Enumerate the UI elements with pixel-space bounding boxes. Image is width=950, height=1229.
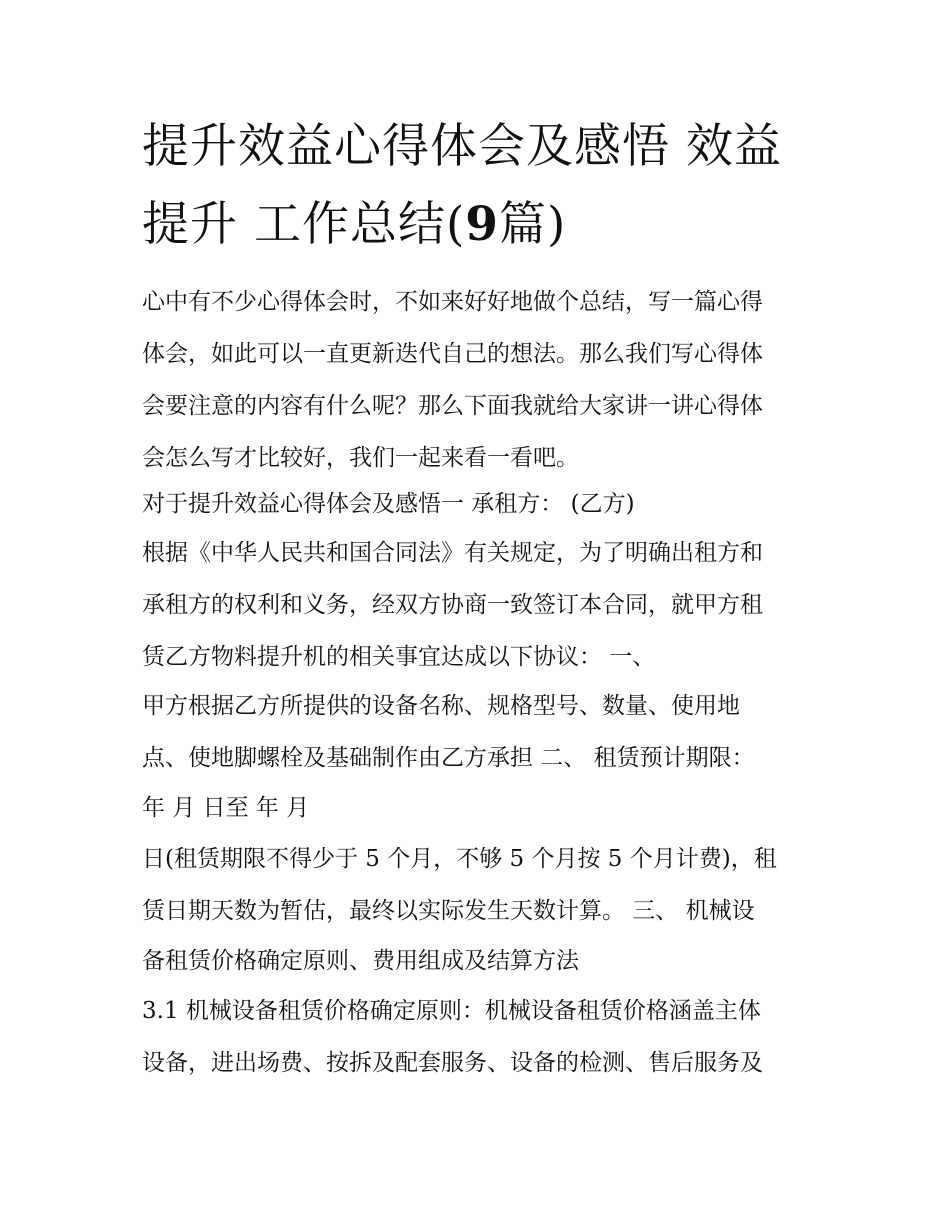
body-line: 3.1 机械设备租赁价格确定原则：机械设备租赁价格涵盖主体 — [142, 998, 761, 1024]
body-line: 赁日期天数为暂估，最终以实际发生天数计算。 三、 机械设 — [142, 898, 755, 924]
title-line-2-number: 9 — [465, 197, 499, 252]
body-line: 备租赁价格确定原则、费用组成及结算方法 — [142, 948, 579, 974]
title-line-2-prefix: 提升 工作总结( — [142, 197, 466, 252]
body-line: 承租方的权利和义务，经双方协商一致签订本合同，就甲方租 — [142, 592, 763, 618]
body-line: 甲方根据乙方所提供的设备名称、规格型号、数量、使用地 — [142, 693, 740, 719]
body-line: 年 月 日至 年 月 — [142, 795, 310, 821]
body-line: 根据《中华人民共和国合同法》有关规定，为了明确出租方和 — [142, 540, 763, 566]
title-line-2 — [142, 186, 822, 264]
body-line: 对于提升效益心得体会及感悟一 承租方： (乙方) — [142, 491, 635, 517]
body-line: 点、使地脚螺栓及基础制作由乙方承担 二、 租赁预计期限： — [142, 745, 755, 771]
body-line: 体会，如此可以一直更新迭代自己的想法。那么我们写心得体 — [142, 341, 763, 367]
body-line: 赁乙方物料提升机的相关事宜达成以下协议： 一、 — [142, 644, 656, 670]
body-line: 日(租赁期限不得少于 5 个月，不够 5 个月按 5 个月计费)，租 — [142, 846, 777, 872]
body-line: 会要注意的内容有什么呢？那么下面我就给大家讲一讲心得体 — [142, 393, 763, 419]
body-line: 会怎么写才比较好，我们一起来看一看吧。 — [142, 445, 579, 471]
title-line-2-suffix: 篇) — [498, 197, 567, 252]
document-title — [142, 108, 822, 264]
body-line: 设备，进出场费、按拆及配套服务、设备的检测、售后服务及 — [142, 1050, 763, 1076]
body-line: 心中有不少心得体会时，不如来好好地做个总结，写一篇心得 — [142, 289, 763, 315]
title-line-1: 提升效益心得体会及感悟 效益 — [142, 119, 782, 174]
